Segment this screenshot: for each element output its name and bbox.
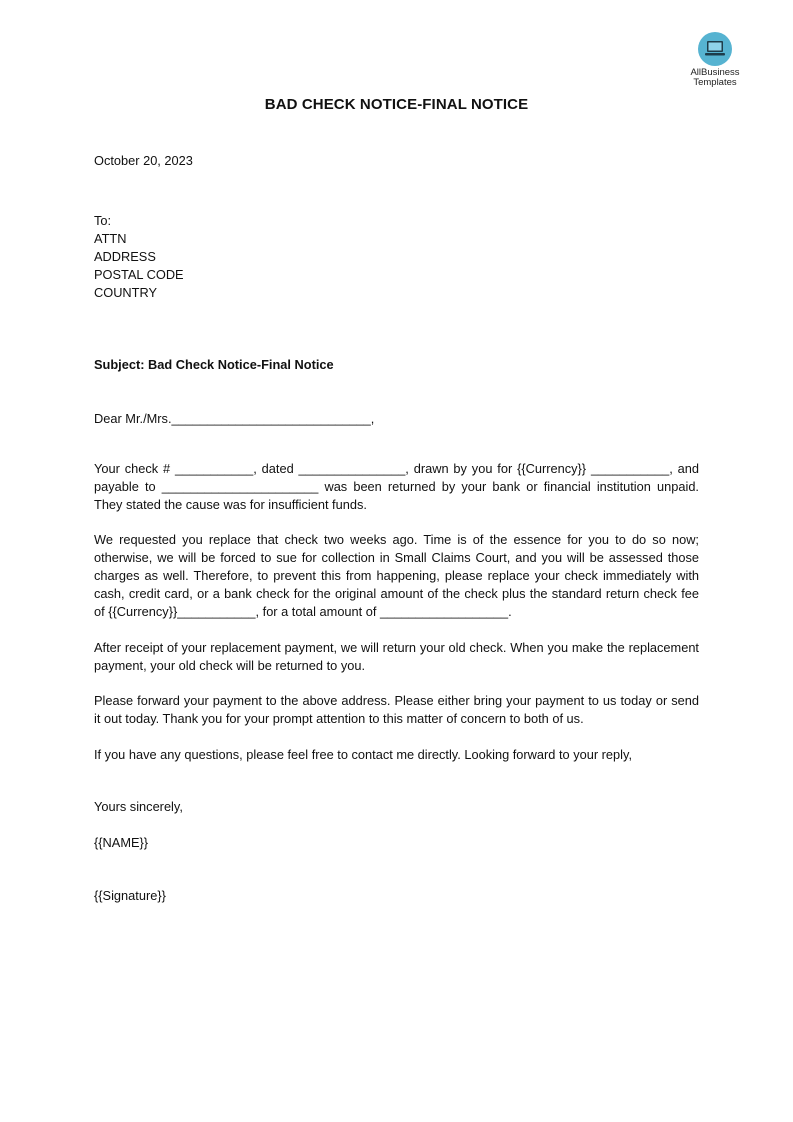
paragraph-questions: If you have any questions, please feel free to contact me directly. Looking forward to your reply, [94, 747, 632, 762]
salutation: Dear Mr./Mrs.____________________________, [94, 411, 375, 426]
paragraph-forward-payment: Please forward your payment to the above address. Please either bring your payment to us today or send it out today. Thank you for your prompt attention to this matter of concern to both of us. [94, 693, 699, 726]
paragraph-check-returned: Your check # ___________, dated _______________, drawn by you for {{Currency}} ___________, and payable to ______________________ was been returned by your bank or financial institution unpaid. They stated the cause was for insufficient funds. [94, 461, 699, 512]
document-title: BAD CHECK NOTICE-FINAL NOTICE [264, 96, 529, 113]
sender-name: {{NAME}} [94, 835, 149, 850]
paragraph-replace-check: We requested you replace that check two weeks ago. Time is of the essence for you to do so now; otherwise, we will be forced to sue for collection in Small Claims Court, and you will be assessed those charges as well. Therefore, to prevent this from happening, please replace your check immediately with cash, credit card, or a bank check for the original amount of the check plus the standard return check fee of {{Currency}}___________, for a total amount of __________________. [94, 532, 699, 619]
company-logo [686, 32, 744, 88]
sender-signature: {{Signature}} [94, 888, 166, 903]
logo-text-line1: AllBusiness [690, 67, 740, 78]
letter-date: October 20, 2023 [94, 153, 193, 168]
subject-line: Subject: Bad Check Notice-Final Notice [94, 357, 334, 372]
recipient-address: ADDRESS [94, 249, 156, 264]
recipient-country: COUNTRY [94, 285, 158, 300]
closing: Yours sincerely, [94, 799, 183, 814]
laptop-icon [698, 32, 732, 66]
recipient-to: To: [94, 213, 112, 228]
paragraph-return-old-check: After receipt of your replacement payment, we will return your old check. When you make the replacement payment, your old check will be returned to you. [94, 640, 699, 673]
recipient-attn: ATTN [94, 231, 127, 246]
recipient-postal-code: POSTAL CODE [94, 267, 184, 282]
logo-text-line2: Templates [693, 77, 737, 88]
